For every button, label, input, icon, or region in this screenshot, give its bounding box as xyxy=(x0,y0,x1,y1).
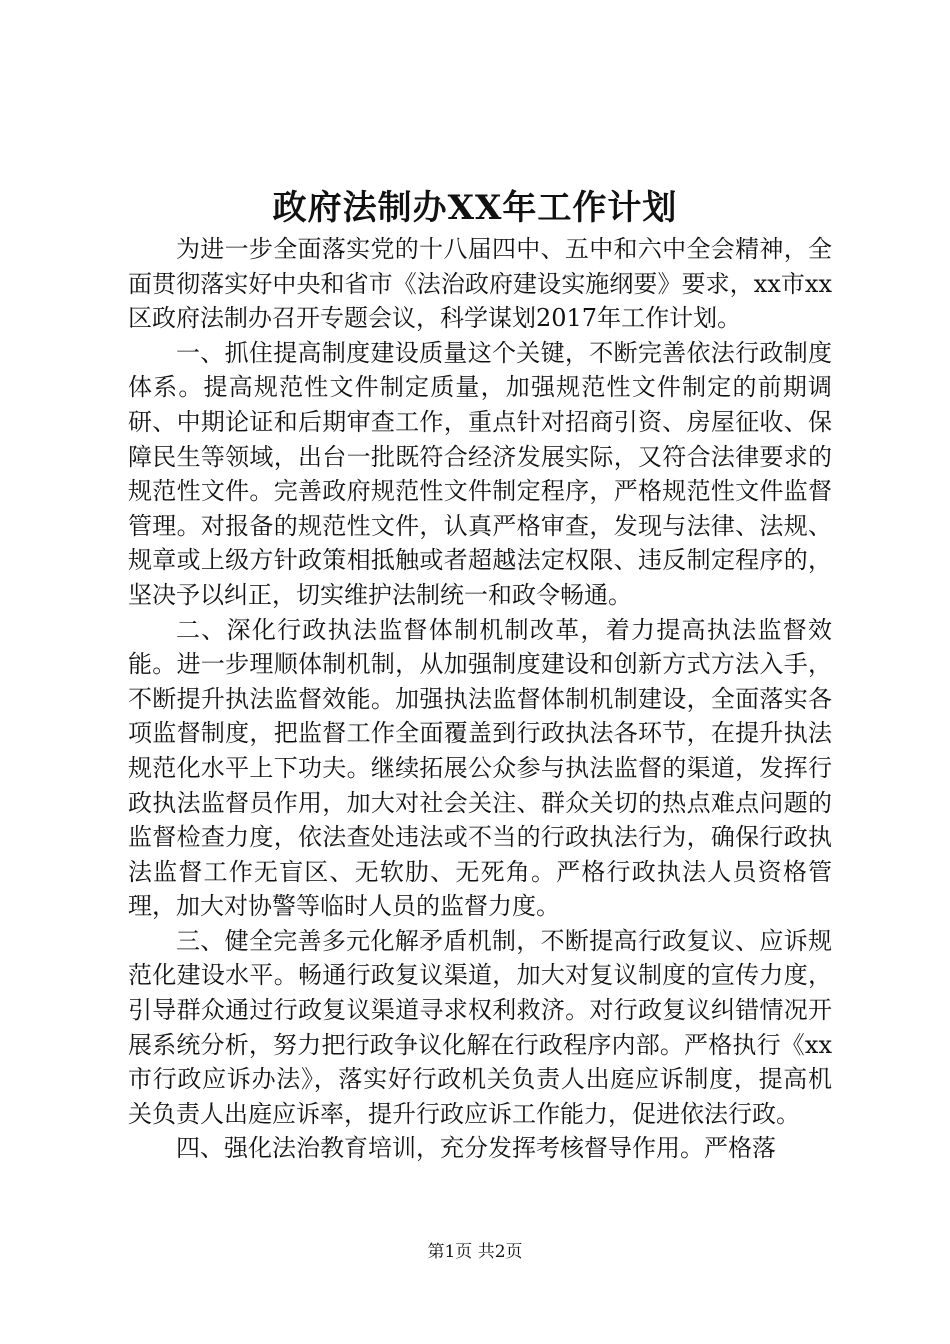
paragraph-section-2: 二、深化行政执法监督体制机制改革，着力提高执法监督效能。进一步理顺体制机制，从加强制度建设和创新方式方法入手，不断提升执法监督效能。加强执法监督体制机制建设，全面落实各项监督制度，把监督工作全面覆盖到行政执法各环节，在提升执法规范化水平上下功夫。继续拓展公众参与执法监督的渠道，发挥行政执法监督员作用，加大对社会关注、群众关切的热点难点问题的监督检查力度，依法查处违法或不当的行政执法行为，确保行政执法监督工作无盲区、无软肋、无死角。严格行政执法人员资格管理，加大对协警等临时人员的监督力度。 xyxy=(128,615,832,921)
paragraph-section-3: 三、健全完善多元化解矛盾机制，不断提高行政复议、应诉规范化建设水平。畅通行政复议渠道，加大对复议制度的宣传力度，引导群众通过行政复议渠道寻求权利救济。对行政复议纠错情况开展系统分析，努力把行政争议化解在行政程序内部。严格执行《xx市行政应诉办法》，落实好行政机关负责人出庭应诉制度，提高机关负责人出庭应诉率，提升行政应诉工作能力，促进依法行政。 xyxy=(128,926,832,1128)
paragraph-section-1: 一、抓住提高制度建设质量这个关键，不断完善依法行政制度体系。提高规范性文件制定质量，加强规范性文件制定的前期调研、中期论证和后期审查工作，重点针对招商引资、房屋征收、保障民生等领域，出台一批既符合经济发展实际，又符合法律要求的规范性文件。完善政府规范性文件制定程序，严格规范性文件监督管理。对报备的规范性文件，认真严格审查，发现与法律、法规、规章或上级方针政策相抵触或者超越法定权限、违反制定程序的，坚决予以纠正，切实维护法制统一和政令畅通。 xyxy=(128,338,832,609)
page-number-footer: 第1页 共2页 xyxy=(427,1242,523,1262)
document-title: 政府法制办XX年工作计划 xyxy=(272,188,678,228)
document-body xyxy=(128,232,832,1166)
paragraph-section-4: 四、强化法治教育培训，充分发挥考核督导作用。严格落 xyxy=(176,1134,776,1163)
paragraph-intro: 为进一步全面落实党的十八届四中、五中和六中全会精神，全面贯彻落实好中央和省市《法治政府建设实施纲要》要求，xx市xx区政府法制办召开专题会议，科学谋划2017年工作计划。 xyxy=(128,235,832,333)
